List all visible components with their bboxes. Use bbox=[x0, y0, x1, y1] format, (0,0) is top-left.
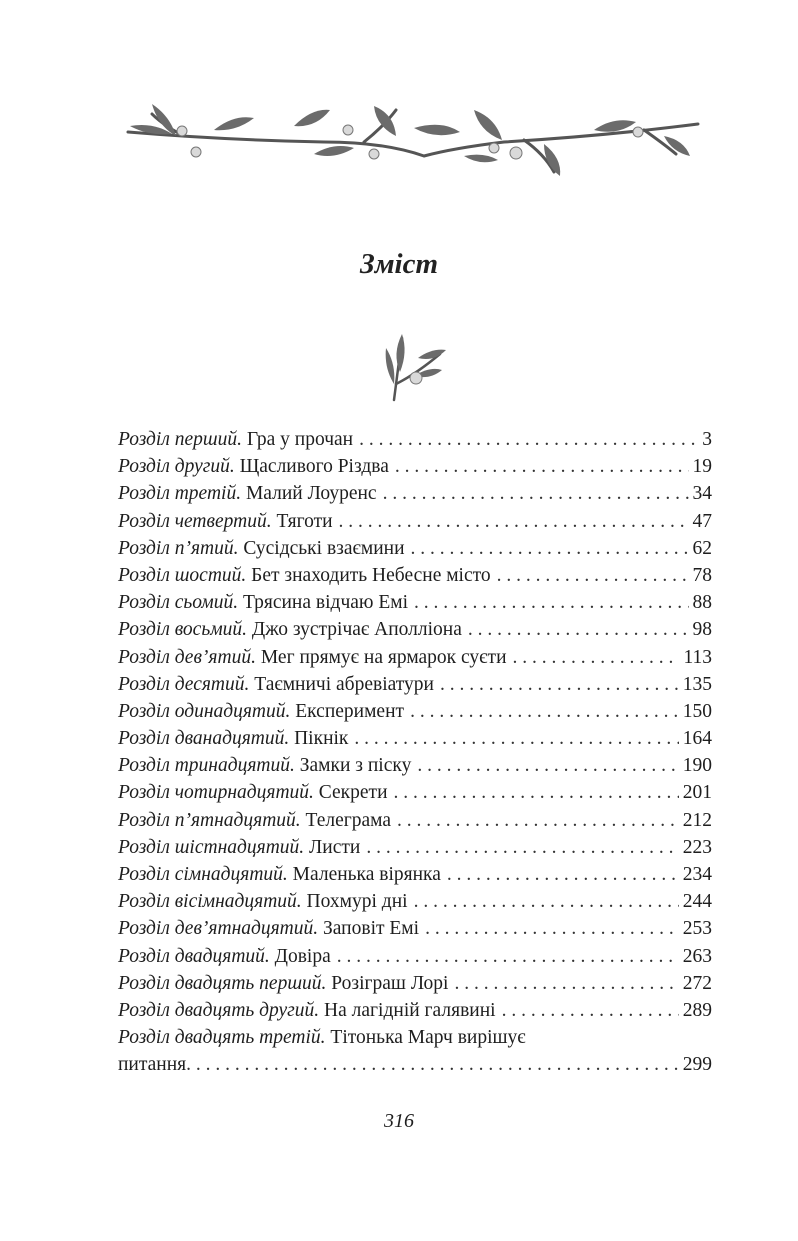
page-ref: 234 bbox=[682, 864, 712, 885]
dot-leader bbox=[395, 453, 689, 480]
chapter-title: Похмурі дні bbox=[306, 891, 408, 913]
page-ref: 190 bbox=[682, 755, 712, 777]
page-ref: 113 bbox=[683, 646, 712, 668]
chapter-title: Джо зустрічає Аполліона bbox=[251, 619, 462, 641]
page-ref: 150 bbox=[682, 700, 712, 722]
dot-leader bbox=[359, 426, 698, 453]
page-ref: 78 bbox=[692, 564, 712, 586]
page-ref: 3 bbox=[702, 429, 712, 450]
chapter-label: Розділ п’ятий. bbox=[118, 537, 239, 559]
chapter-label: Розділ двадцятий. bbox=[118, 945, 270, 967]
page-number: 316 bbox=[384, 1110, 414, 1132]
chapter-label: Розділ десятий. bbox=[118, 673, 250, 695]
page-ref: 19 bbox=[692, 456, 712, 478]
dot-leader bbox=[414, 888, 679, 915]
toc-entry[interactable] bbox=[118, 589, 712, 616]
page-ref: 212 bbox=[682, 809, 712, 831]
dot-leader bbox=[440, 671, 679, 698]
chapter-label: Розділ дев’ятнадцятий. bbox=[118, 918, 319, 940]
dot-leader bbox=[337, 943, 679, 970]
chapter-title: Секрети bbox=[318, 782, 388, 804]
toc-entry[interactable] bbox=[118, 453, 712, 480]
toc-entry[interactable] bbox=[118, 779, 712, 806]
page-ref: 135 bbox=[682, 673, 712, 695]
chapter-label: Розділ двадцять третій. bbox=[118, 1027, 326, 1049]
floral-vine-ornament bbox=[124, 96, 704, 186]
toc-entry[interactable] bbox=[118, 752, 712, 779]
dot-leader bbox=[366, 834, 678, 861]
chapter-title: Тяготи bbox=[276, 510, 333, 532]
toc-entry[interactable] bbox=[118, 970, 712, 997]
dot-leader bbox=[502, 997, 679, 1024]
toc-entry[interactable] bbox=[118, 915, 712, 942]
page-ref: 62 bbox=[692, 537, 712, 559]
chapter-label: Розділ п’ятнадцятий. bbox=[118, 809, 301, 831]
chapter-label: Розділ восьмий. bbox=[118, 619, 248, 641]
toc-entry[interactable] bbox=[118, 997, 712, 1024]
chapter-title: Замки з піску bbox=[299, 755, 412, 777]
chapter-label: Розділ двадцять перший. bbox=[118, 972, 327, 994]
chapter-title: Пікнік bbox=[294, 728, 349, 750]
chapter-label: Розділ двадцять другий. bbox=[118, 999, 320, 1021]
page-ref: 289 bbox=[682, 999, 712, 1021]
page-ref: 223 bbox=[682, 836, 712, 858]
chapter-label: Розділ сімнадцятий. bbox=[118, 864, 288, 885]
chapter-title: Мег прямує на ярмарок суєти bbox=[260, 646, 507, 668]
toc-entry[interactable] bbox=[118, 671, 712, 698]
dot-leader bbox=[394, 779, 679, 806]
toc-entry[interactable] bbox=[118, 834, 712, 861]
page-ref: 34 bbox=[692, 483, 712, 505]
dot-leader bbox=[447, 861, 679, 888]
toc-entry[interactable] bbox=[118, 807, 712, 834]
toc-entry[interactable] bbox=[118, 861, 712, 888]
dot-leader bbox=[425, 915, 679, 942]
toc-entry[interactable] bbox=[118, 888, 712, 915]
toc-entry[interactable] bbox=[118, 644, 712, 671]
toc-entry[interactable] bbox=[118, 562, 712, 589]
toc-entry[interactable] bbox=[118, 698, 712, 725]
chapter-label: Розділ перший. bbox=[118, 429, 242, 450]
page-ref: 201 bbox=[682, 782, 712, 804]
page-ref: 299 bbox=[682, 1054, 712, 1076]
chapter-title: Телеграма bbox=[305, 809, 392, 831]
dot-leader bbox=[186, 1051, 679, 1078]
chapter-title: Щасливого Різдва bbox=[239, 456, 389, 478]
toc-entry[interactable] bbox=[118, 426, 712, 453]
page-title: Зміст bbox=[359, 248, 439, 280]
toc-entry[interactable] bbox=[118, 1024, 712, 1076]
chapter-label: Розділ третій. bbox=[118, 483, 242, 505]
chapter-label: Розділ дванадцятий. bbox=[118, 728, 290, 750]
chapter-title: Заповіт Емі bbox=[323, 918, 420, 940]
chapter-label: Розділ сьомий. bbox=[118, 592, 239, 614]
page-ref: 98 bbox=[692, 619, 712, 641]
dot-leader bbox=[468, 616, 689, 643]
chapter-title: Довіра bbox=[274, 945, 331, 967]
dot-leader bbox=[417, 752, 678, 779]
dot-leader bbox=[410, 698, 679, 725]
chapter-label: Розділ шостий. bbox=[118, 564, 247, 586]
toc-entry[interactable] bbox=[118, 480, 712, 507]
page-ref: 164 bbox=[682, 728, 712, 750]
chapter-title: Маленька вірянка bbox=[292, 864, 441, 885]
sprig-ornament bbox=[380, 328, 448, 402]
table-of-contents bbox=[118, 426, 712, 1076]
page-ref: 263 bbox=[682, 945, 712, 967]
chapter-label: Розділ дев’ятий. bbox=[118, 646, 256, 668]
chapter-title: Гра у прочан bbox=[246, 429, 354, 450]
toc-entry[interactable] bbox=[118, 616, 712, 643]
chapter-label: Розділ чотирнадцятий. bbox=[118, 782, 314, 804]
chapter-label: Розділ вісімнадцятий. bbox=[118, 891, 302, 913]
chapter-label: Розділ шістнадцятий. bbox=[118, 836, 305, 858]
dot-leader bbox=[397, 807, 679, 834]
page-ref: 47 bbox=[692, 510, 712, 532]
chapter-label: Розділ четвертий. bbox=[118, 510, 272, 532]
dot-leader bbox=[414, 589, 688, 616]
toc-entry[interactable] bbox=[118, 535, 712, 562]
toc-entry[interactable] bbox=[118, 508, 712, 535]
chapter-title: Сусідські взаємини bbox=[243, 537, 405, 559]
dot-leader bbox=[339, 508, 689, 535]
dot-leader bbox=[411, 535, 689, 562]
chapter-title: Малий Лоуренс bbox=[245, 483, 377, 505]
chapter-title: Листи bbox=[309, 836, 361, 858]
dot-leader bbox=[454, 970, 678, 997]
chapter-title: Таємничі абревіатури bbox=[254, 673, 434, 695]
chapter-title-continued: питання bbox=[118, 1054, 187, 1076]
page-ref: 244 bbox=[682, 891, 712, 913]
toc-entry[interactable] bbox=[118, 943, 712, 970]
toc-entry[interactable] bbox=[118, 725, 712, 752]
chapter-label: Розділ одинадцятий. bbox=[118, 700, 291, 722]
chapter-title: На лагідній галявині bbox=[324, 999, 496, 1021]
chapter-title: Розіграш Лорі bbox=[331, 972, 449, 994]
chapter-title: Трясина відчаю Емі bbox=[242, 592, 409, 614]
dot-leader bbox=[354, 725, 678, 752]
dot-leader bbox=[383, 480, 689, 507]
chapter-label: Розділ другий. bbox=[118, 456, 235, 478]
chapter-title: Бет знаходить Небесне місто bbox=[251, 564, 491, 586]
chapter-title: Тітонька Марч вирішує bbox=[330, 1027, 526, 1049]
page-ref: 272 bbox=[682, 972, 712, 994]
dot-leader bbox=[513, 644, 680, 671]
dot-leader bbox=[497, 562, 689, 589]
chapter-label: Розділ тринадцятий. bbox=[118, 755, 295, 777]
page-ref: 253 bbox=[682, 918, 712, 940]
page-ref: 88 bbox=[692, 592, 712, 614]
chapter-title: Експеримент bbox=[295, 700, 405, 722]
